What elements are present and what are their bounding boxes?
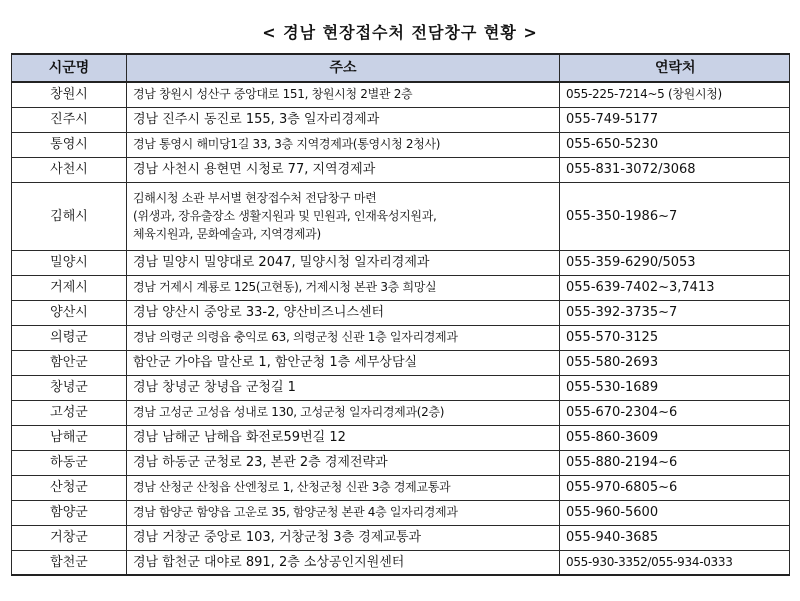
contact-cell: 055-880-2194~6 xyxy=(560,450,790,475)
table-row xyxy=(12,425,790,450)
address-cell: 경남 창녕군 창녕읍 군청길 1 xyxy=(127,375,560,400)
address-line: 체육지원과, 문화예술과, 지역경제과) xyxy=(133,227,321,241)
contact-cell: 055-960-5600 xyxy=(560,500,790,525)
city-cell: 사천시 xyxy=(12,157,127,182)
address-cell: 경남 거창군 중앙로 103, 거창군청 3층 경제교통과 xyxy=(127,525,560,550)
address-cell: 경남 거제시 계룡로 125(고현동), 거제시청 본관 3층 희망실 xyxy=(127,275,560,300)
contact-cell: 055-650-5230 xyxy=(560,132,790,157)
contact-cell: 055-749-5177 xyxy=(560,107,790,132)
city-cell: 산청군 xyxy=(12,475,127,500)
address-cell: 경남 하동군 군청로 23, 본관 2층 경제전략과 xyxy=(127,450,560,475)
page-title: < 경남 현장접수처 전담창구 현황 > xyxy=(262,23,538,42)
header-city: 시군명 xyxy=(12,54,127,82)
city-cell: 창원시 xyxy=(12,82,127,107)
city-cell: 거제시 xyxy=(12,275,127,300)
address-cell: 경남 고성군 고성읍 성내로 130, 고성군청 일자리경제과(2층) xyxy=(127,400,560,425)
table-row xyxy=(12,450,790,475)
city-cell: 진주시 xyxy=(12,107,127,132)
address-cell: 함안군 가야읍 말산로 1, 함안군청 1층 세무상담실 xyxy=(127,350,560,375)
city-cell: 함양군 xyxy=(12,500,127,525)
contact-cell: 055-359-6290/5053 xyxy=(560,250,790,275)
table-row xyxy=(12,275,790,300)
table-row xyxy=(12,300,790,325)
address-cell: 경남 양산시 중앙로 33-2, 양산비즈니스센터 xyxy=(127,300,560,325)
address-cell: 경남 창원시 성산구 중앙대로 151, 창원시청 2별관 2층 xyxy=(127,82,560,107)
contact-cell: 055-639-7402~3,7413 xyxy=(560,275,790,300)
city-cell: 합천군 xyxy=(12,550,127,575)
contact-cell: 055-831-3072/3068 xyxy=(560,157,790,182)
table-row xyxy=(12,550,790,575)
office-table xyxy=(11,53,790,576)
address-cell: 경남 남해군 남해읍 화전로59번길 12 xyxy=(127,425,560,450)
city-cell: 하동군 xyxy=(12,450,127,475)
address-cell: 경남 산청군 산청읍 산엔청로 1, 산청군청 신관 3층 경제교통과 xyxy=(127,475,560,500)
city-cell: 양산시 xyxy=(12,300,127,325)
contact-cell: 055-225-7214~5 (창원시청) xyxy=(560,82,790,107)
address-line: 김해시청 소관 부서별 현장접수처 전담창구 마련 xyxy=(133,191,377,205)
header-contact: 연락처 xyxy=(560,54,790,82)
contact-cell: 055-970-6805~6 xyxy=(560,475,790,500)
table-row xyxy=(12,82,790,107)
contact-cell: 055-860-3609 xyxy=(560,425,790,450)
contact-cell: 055-350-1986~7 xyxy=(560,182,790,250)
city-cell: 창녕군 xyxy=(12,375,127,400)
table-row xyxy=(12,375,790,400)
address-cell xyxy=(127,182,560,250)
table-row xyxy=(12,325,790,350)
table-row xyxy=(12,475,790,500)
contact-cell: 055-392-3735~7 xyxy=(560,300,790,325)
city-cell: 고성군 xyxy=(12,400,127,425)
address-cell: 경남 진주시 동진로 155, 3층 일자리경제과 xyxy=(127,107,560,132)
address-cell: 경남 사천시 용현면 시청로 77, 지역경제과 xyxy=(127,157,560,182)
table-row xyxy=(12,107,790,132)
address-line: (위생과, 장유출장소 생활지원과 및 민원과, 인재육성지원과, xyxy=(133,209,437,223)
address-cell: 경남 밀양시 밀양대로 2047, 밀양시청 일자리경제과 xyxy=(127,250,560,275)
city-cell: 남해군 xyxy=(12,425,127,450)
city-cell: 밀양시 xyxy=(12,250,127,275)
table-row xyxy=(12,132,790,157)
header-address: 주소 xyxy=(127,54,560,82)
address-cell: 경남 합천군 대야로 891, 2층 소상공인지원센터 xyxy=(127,550,560,575)
city-cell: 김해시 xyxy=(12,182,127,250)
contact-cell: 055-530-1689 xyxy=(560,375,790,400)
table-row xyxy=(12,157,790,182)
table-row xyxy=(12,500,790,525)
contact-cell: 055-940-3685 xyxy=(560,525,790,550)
contact-cell: 055-670-2304~6 xyxy=(560,400,790,425)
table-row xyxy=(12,525,790,550)
table-row xyxy=(12,250,790,275)
city-cell: 의령군 xyxy=(12,325,127,350)
table-row xyxy=(12,182,790,250)
contact-cell: 055-580-2693 xyxy=(560,350,790,375)
address-cell: 경남 통영시 해미당1길 33, 3층 지역경제과(통영시청 2청사) xyxy=(127,132,560,157)
contact-cell: 055-570-3125 xyxy=(560,325,790,350)
contact-cell: 055-930-3352/055-934-0333 xyxy=(560,550,790,575)
address-cell: 경남 함양군 함양읍 고운로 35, 함양군청 본관 4층 일자리경제과 xyxy=(127,500,560,525)
city-cell: 함안군 xyxy=(12,350,127,375)
address-cell: 경남 의령군 의령읍 충익로 63, 의령군청 신관 1층 일자리경제과 xyxy=(127,325,560,350)
city-cell: 통영시 xyxy=(12,132,127,157)
table-row xyxy=(12,400,790,425)
table-row xyxy=(12,350,790,375)
table-header-row xyxy=(12,54,790,82)
city-cell: 거창군 xyxy=(12,525,127,550)
